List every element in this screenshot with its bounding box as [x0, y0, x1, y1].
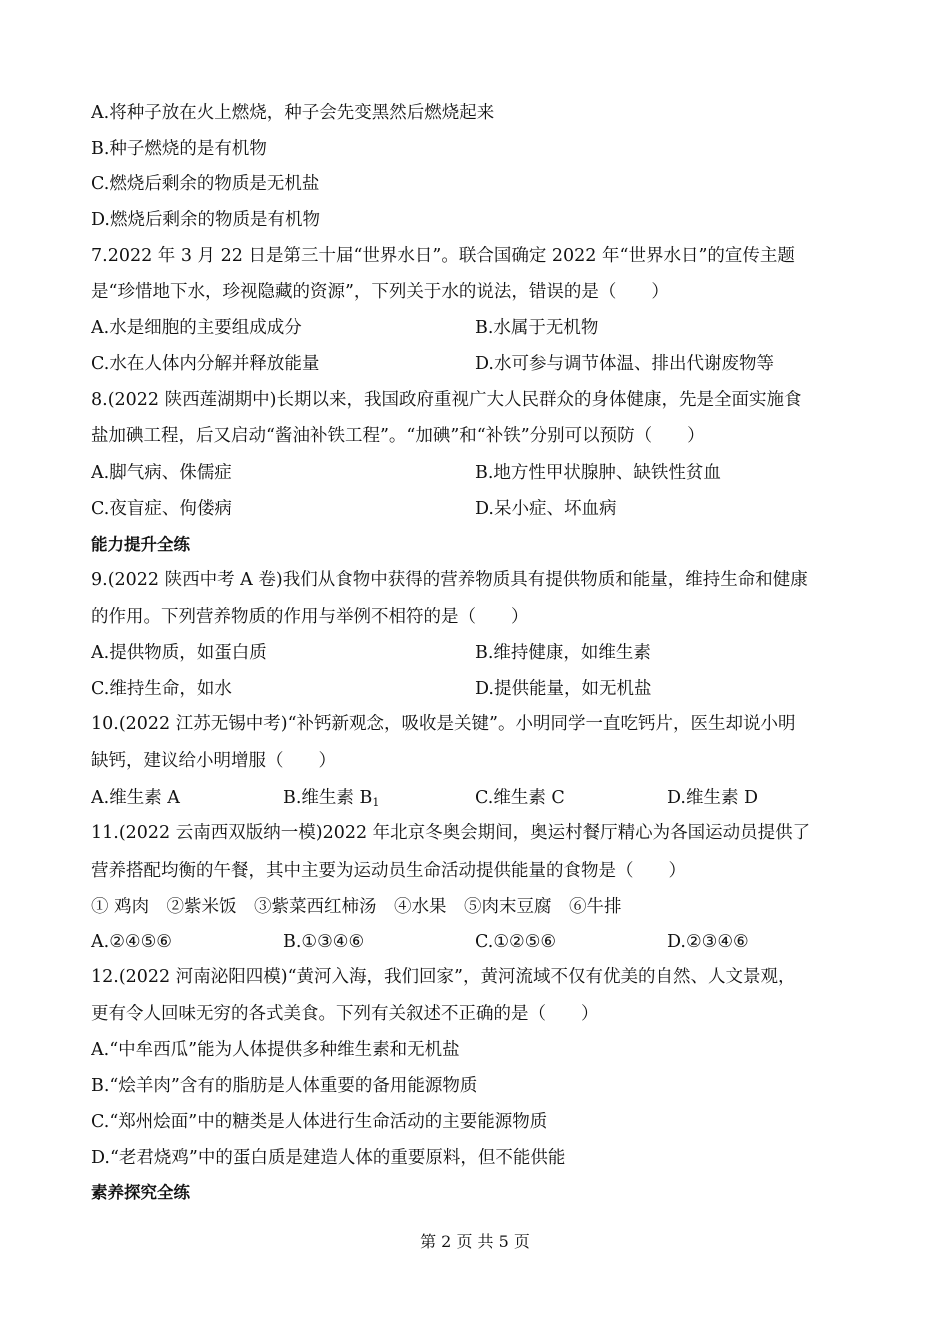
- q7-option-a: A.水是细胞的主要组成成分: [91, 318, 302, 338]
- q10-option-b-label: B.维生素 B: [283, 788, 373, 808]
- q8-stem-line2: 盐加碘工程，后又启动“酱油补铁工程”。“加碘”和“补铁”分别可以预防（ ）: [91, 426, 705, 446]
- q10-option-c: C.维生素 C: [475, 788, 565, 808]
- q12-option-d: D.“老君烧鸡”中的蛋白质是建造人体的重要原料，但不能供能: [91, 1148, 566, 1168]
- q10-option-a: A.维生素 A: [91, 788, 180, 808]
- q8-option-b: B.地方性甲状腺肿、缺铁性贫血: [475, 463, 721, 483]
- q9-options-row2: [91, 671, 871, 707]
- q7-option-c: C.水在人体内分解并释放能量: [91, 354, 320, 374]
- q7-option-d: D.水可参与调节体温、排出代谢废物等: [475, 354, 774, 374]
- q12-option-c: C.“郑州烩面”中的糖类是人体进行生命活动的主要能源物质: [91, 1112, 548, 1132]
- q9-option-c: C.维持生命，如水: [91, 679, 232, 699]
- q8-options-row1: [91, 455, 871, 491]
- q11-stem-line2: 营养搭配均衡的午餐，其中主要为运动员生命活动提供能量的食物是（ ）: [91, 861, 686, 881]
- q10-option-b-subscript: 1: [372, 796, 380, 809]
- page-footer: 第 2 页 共 5 页: [420, 1232, 530, 1251]
- section-heading-literacy: 素养探究全练: [91, 1183, 190, 1202]
- q7-options-row1: [91, 310, 871, 346]
- q11-stem-line1: 11.(2022 云南西双版纳一模)2022 年北京冬奥会期间，奥运村餐厅精心为各国运动员提供了: [91, 823, 811, 843]
- q11-option-c: C.①②⑤⑥: [475, 932, 557, 952]
- q9-stem-line2: 的作用。下列营养物质的作用与举例不相符的是（ ）: [91, 607, 529, 627]
- q9-option-d: D.提供能量，如无机盐: [475, 679, 652, 699]
- q11-option-b: B.①③④⑥: [283, 932, 365, 952]
- q10-stem-line2: 缺钙，建议给小明增服（ ）: [91, 751, 336, 771]
- q9-option-b: B.维持健康，如维生素: [475, 643, 651, 663]
- q9-stem-line1: 9.(2022 陕西中考 A 卷)我们从食物中获得的营养物质具有提供物质和能量，维持生命和健康: [91, 570, 808, 590]
- q7-options-row2: [91, 346, 871, 382]
- q11-option-a: A.②④⑤⑥: [91, 932, 172, 952]
- q12-stem-line1: 12.(2022 河南泌阳四模)“黄河入海，我们回家”，黄河流域不仅有优美的自然、人文景观，: [91, 967, 796, 987]
- q12-option-b: B.“烩羊肉”含有的脂肪是人体重要的备用能源物质: [91, 1076, 478, 1096]
- q7-stem-line1: 7.2022 年 3 月 22 日是第三十届“世界水日”。联合国确定 2022 年“世界水日”的宣传主题: [91, 246, 795, 266]
- q6-option-c: C.燃烧后剩余的物质是无机盐: [91, 174, 320, 194]
- q6-option-b: B.种子燃烧的是有机物: [91, 139, 267, 159]
- q9-options-row1: [91, 635, 871, 671]
- q12-option-a: A.“中牟西瓜”能为人体提供多种维生素和无机盐: [91, 1040, 460, 1060]
- q6-option-a: A.将种子放在火上燃烧，种子会先变黑然后燃烧起来: [91, 103, 495, 123]
- q8-stem-line1: 8.(2022 陕西莲湖期中)长期以来，我国政府重视广大人民群众的身体健康，先是全面实施食: [91, 390, 802, 410]
- q8-option-a: A.脚气病、侏儒症: [91, 463, 232, 483]
- q10-option-b: [283, 780, 379, 816]
- section-heading-ability: 能力提升全练: [91, 535, 190, 554]
- q8-options-row2: [91, 491, 871, 527]
- q10-options-row: [91, 780, 871, 816]
- q7-stem-line2: 是“珍惜地下水，珍视隐藏的资源”，下列关于水的说法，错误的是（ ）: [91, 282, 669, 302]
- q11-option-d: D.②③④⑥: [667, 932, 749, 952]
- q11-options-row: [91, 924, 871, 960]
- q7-option-b: B.水属于无机物: [475, 318, 599, 338]
- q11-food-list: ① 鸡肉 ②紫米饭 ③紫菜西红柿汤 ④水果 ⑤肉末豆腐 ⑥牛排: [91, 897, 622, 917]
- q9-option-a: A.提供物质，如蛋白质: [91, 643, 267, 663]
- q8-option-c: C.夜盲症、佝偻病: [91, 499, 232, 519]
- q8-option-d: D.呆小症、坏血病: [475, 499, 617, 519]
- q12-stem-line2: 更有令人回味无穷的各式美食。下列有关叙述不正确的是（ ）: [91, 1004, 599, 1024]
- q6-option-d: D.燃烧后剩余的物质是有机物: [91, 210, 320, 230]
- q10-stem-line1: 10.(2022 江苏无锡中考)“补钙新观念，吸收是关键”。小明同学一直吃钙片，医生却说小明: [91, 714, 796, 734]
- q10-option-d: D.维生素 D: [667, 788, 759, 808]
